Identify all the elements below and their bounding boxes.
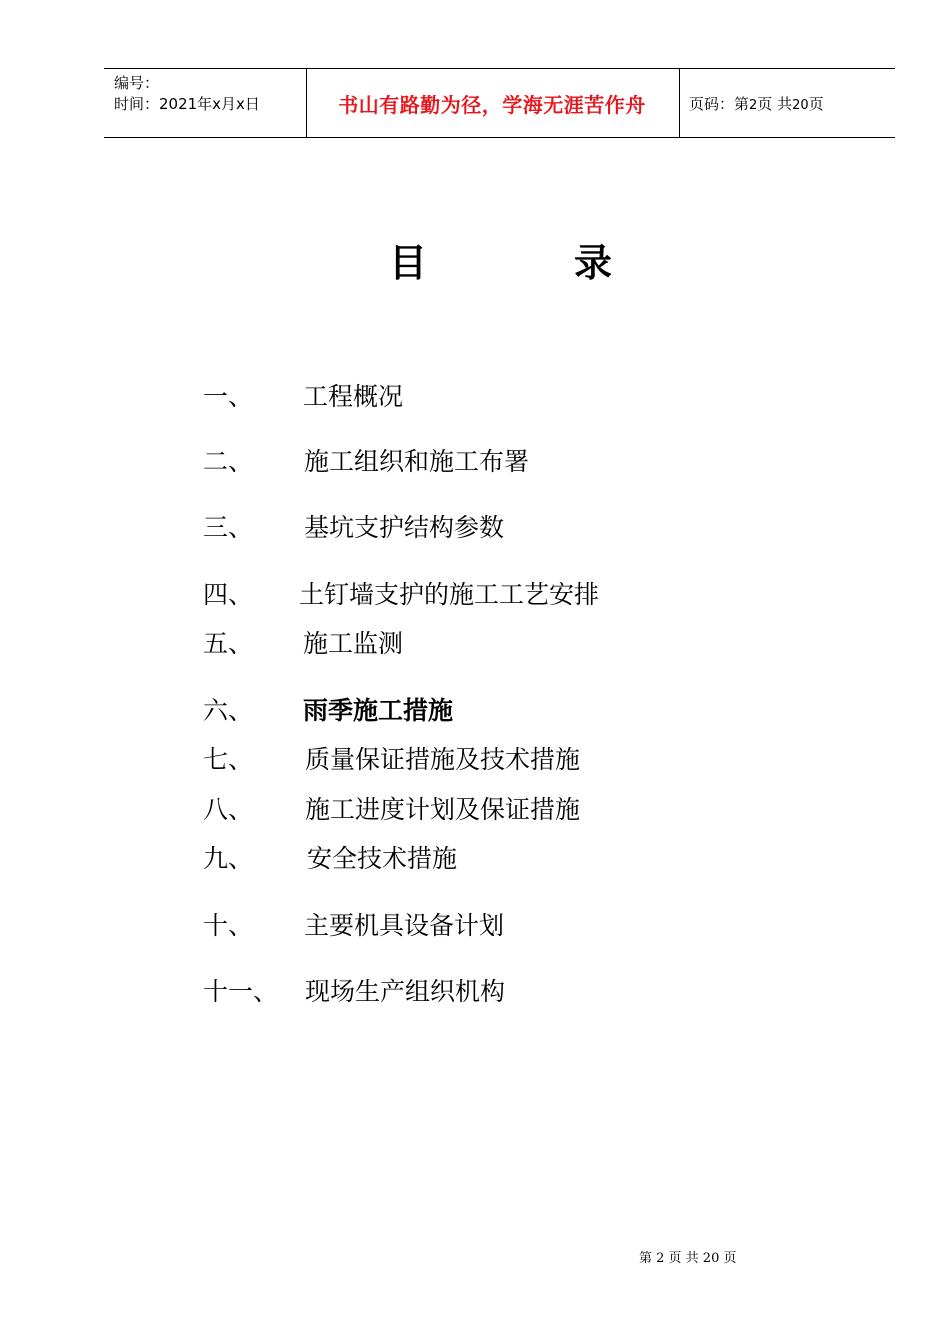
toc-item-text: 工程概况 — [303, 382, 404, 411]
page-label: 页码：第 — [689, 95, 750, 113]
toc-item-text: 土钉墙支护的施工工艺安排 — [299, 580, 600, 609]
toc-item-text: 质量保证措施及技术措施 — [305, 745, 581, 774]
document-number-label: 编号： — [114, 74, 160, 92]
toc-item-text: 施工组织和施工布署 — [304, 447, 530, 476]
toc-item-number: 二、 — [203, 447, 254, 476]
toc-item-text: 施工监测 — [303, 629, 404, 658]
toc-item-number: 三、 — [203, 513, 254, 542]
toc-item-number: 一、 — [203, 382, 254, 411]
toc-item-text: 基坑支护结构参数 — [304, 513, 505, 542]
toc-item-text: 主要机具设备计划 — [304, 911, 505, 940]
toc-item-text: 施工进度计划及保证措施 — [305, 795, 581, 824]
page-end: 页 — [808, 95, 824, 113]
toc-item-number: 四、 — [203, 580, 254, 609]
toc-item-number: 十、 — [203, 911, 254, 940]
toc-item-number: 七、 — [203, 745, 254, 774]
page-current: 2 — [749, 98, 758, 113]
page-header — [104, 68, 895, 138]
toc-item-number: 六、 — [203, 696, 254, 725]
toc-item-number: 五、 — [203, 629, 254, 658]
toc-item-text: 现场生产组织机构 — [305, 977, 506, 1006]
toc-item-text: 雨季施工措施 — [303, 696, 454, 725]
page-total: 20 — [792, 98, 809, 113]
document-date: 时间：2021年x月x日 — [114, 95, 260, 113]
header-page-number — [689, 93, 824, 114]
page-footer: 第 2 页 共 20 页 — [639, 1251, 737, 1266]
toc-item-number: 八、 — [203, 795, 254, 824]
toc-title-char: 录 — [574, 240, 613, 285]
toc-item-number: 十一、 — [203, 977, 279, 1006]
page-mid: 页 共 — [757, 95, 793, 113]
header-meta — [114, 73, 260, 115]
toc-item-number: 九、 — [203, 844, 254, 873]
header-divider — [679, 69, 680, 137]
toc-title-char: 目 — [389, 240, 428, 285]
header-motto: 书山有路勤为径，学海无涯苦作舟 — [338, 93, 646, 117]
toc-item-text: 安全技术措施 — [307, 844, 458, 873]
